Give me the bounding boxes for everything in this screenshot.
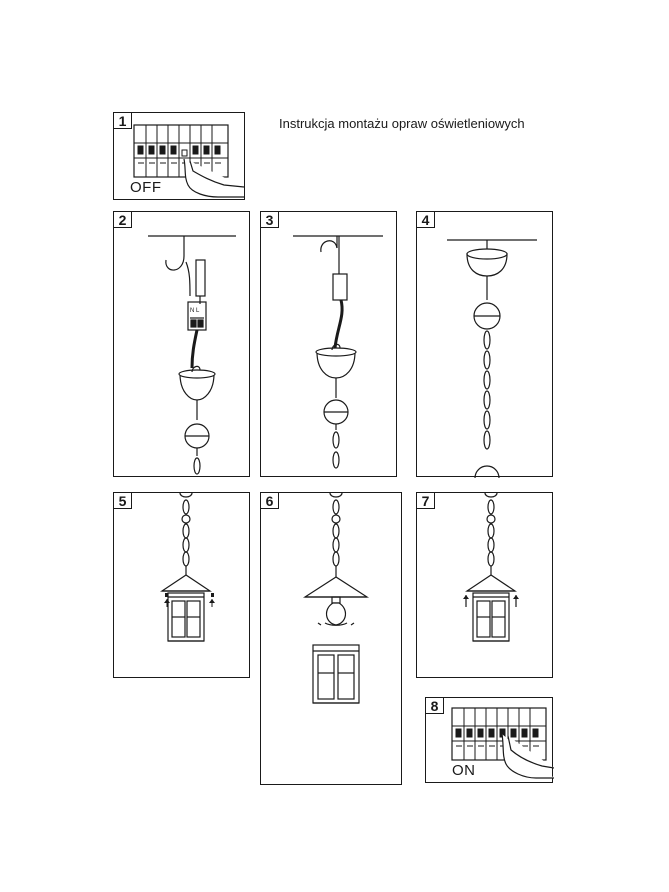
lantern-final-illustration: [417, 493, 554, 679]
step-3-number: 3: [260, 211, 279, 228]
step-1-number: 1: [113, 112, 132, 129]
step-4-panel: [416, 211, 553, 477]
step-8-panel: [425, 697, 553, 783]
lantern-attached-illustration: [114, 493, 251, 679]
ceiling-hook-connection-illustration: [114, 212, 251, 478]
step-2-number: 2: [113, 211, 132, 228]
step-1-panel: [113, 112, 245, 200]
step-6-number: 6: [260, 492, 279, 509]
step-4-number: 4: [416, 211, 435, 228]
step-8-number: 8: [425, 697, 444, 714]
connector-nl-label: N L: [190, 308, 200, 314]
step-6-panel: [260, 492, 402, 785]
page-title: Instrukcja montażu opraw oświetleniowych: [279, 116, 525, 131]
step-1-off-label: OFF: [130, 179, 162, 196]
step-5-panel: [113, 492, 250, 678]
step-8-on-label: ON: [452, 762, 476, 779]
step-7-number: 7: [416, 492, 435, 509]
step-2-panel: [113, 211, 250, 477]
step-3-panel: [260, 211, 397, 477]
step-5-number: 5: [113, 492, 132, 509]
chain-hanging-illustration: [417, 212, 554, 478]
bulb-installation-illustration: [261, 493, 403, 786]
step-7-panel: [416, 492, 553, 678]
breaker-on-illustration: [426, 698, 554, 784]
canopy-mounting-illustration: [261, 212, 398, 478]
